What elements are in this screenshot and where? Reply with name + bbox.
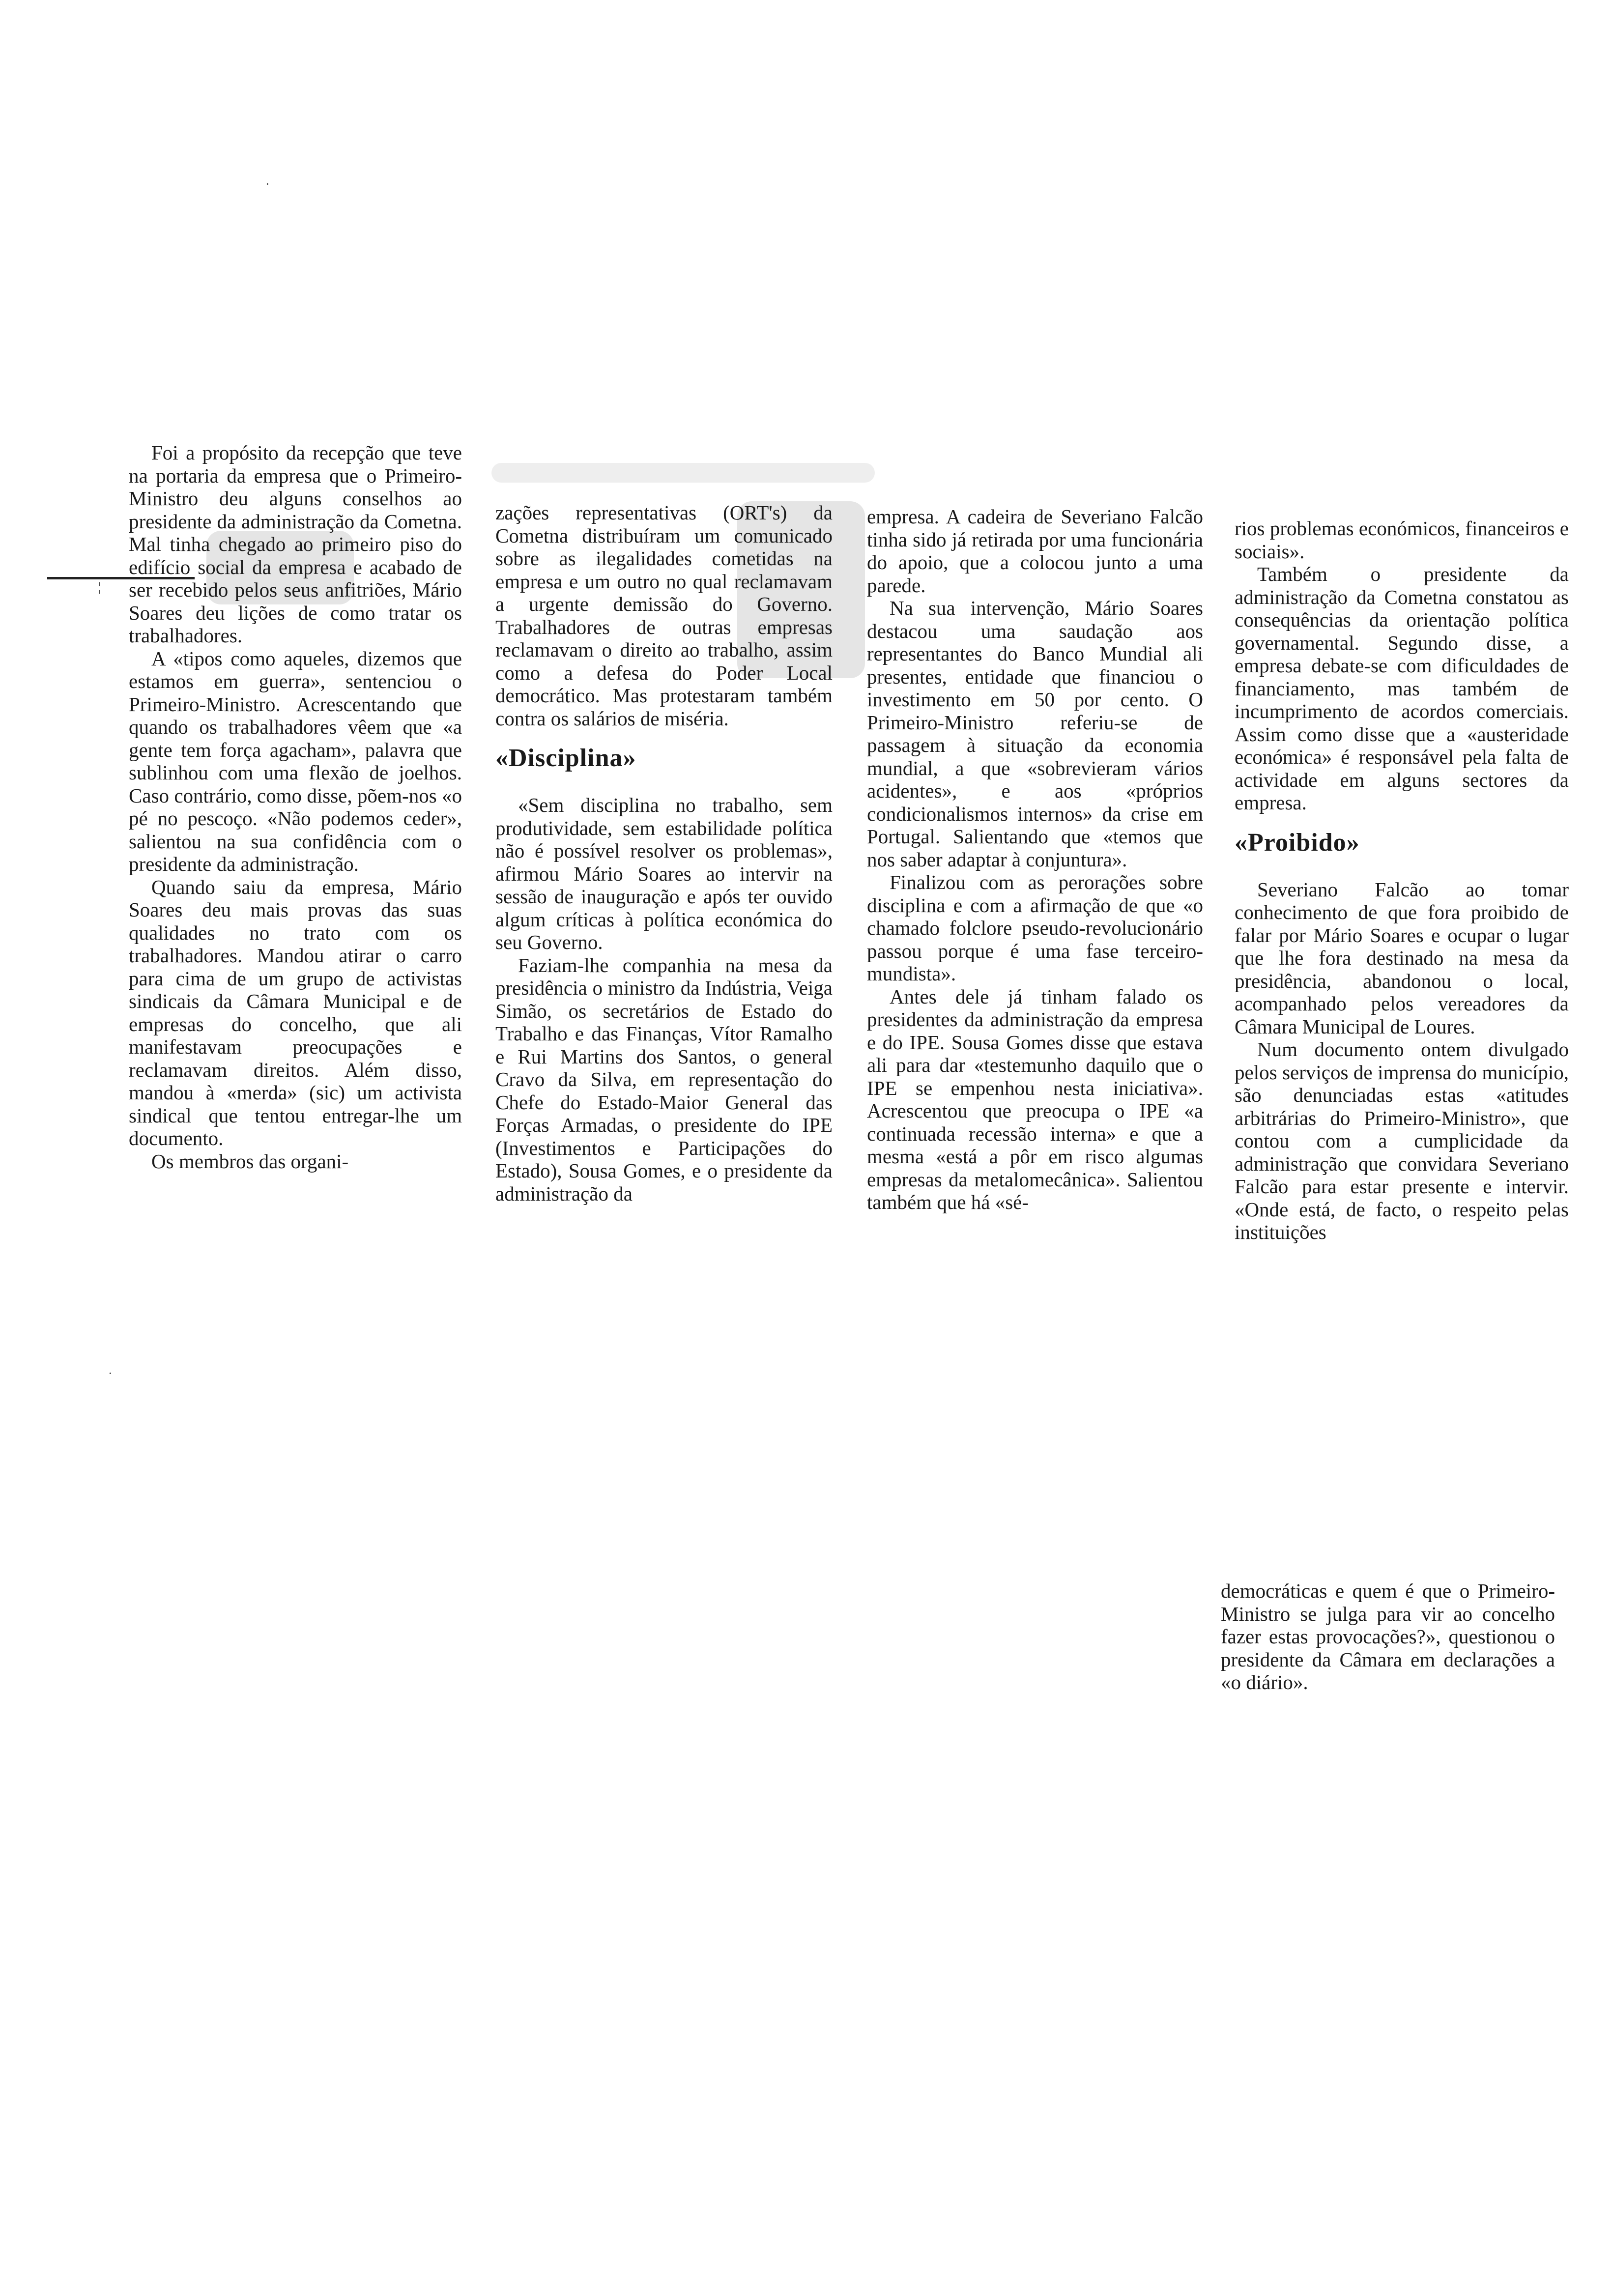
section-heading: «Disciplina» — [495, 744, 636, 772]
paragraph: Quando saiu da empresa, Mário Soares deu mais provas das suas qualidades no trato com os trabalhadores. Mandou atirar o carro para cima de um grupo de activistas sindicais da Câmara Municipal e de empresas do concelho, que ali manifestavam preocupações e reclamavam direitos. Além disso, mandou à «merda» (sic) um activista sindical que tentou entregar-lhe um documento. — [129, 875, 462, 1149]
article-column-2 — [495, 501, 833, 1205]
paragraph: Os membros das organi- — [151, 1149, 349, 1173]
paragraph: empresa. A cadeira de Severiano Falcão tinha sido já retirada por uma funcionária do apoio, que a colocou junto a uma parede. — [867, 505, 1203, 597]
paragraph: Também o presidente da administração da Cometna constatou as consequências da orientação política governamental. Segundo disse, a empresa debate-se com dificuldades de financiamento, mas também de incumprimento de acordos comerciais. Assim como disse que a «austeridade económica» é responsável pela falta de actividade em alguns sectores da empresa. — [1235, 563, 1569, 814]
paragraph: Faziam-lhe companhia na mesa da presidência o ministro da Indústria, Veiga Simão, os secretários de Estado do Trabalho e das Finanças, Vítor Ramalho e Rui Martins dos Santos, o general Cravo da Silva, em representação do Chefe do Estado-Maior General das Forças Armadas, o presidente do IPE (Investimentos e Participações do Estado), Sousa Gomes, e o presidente da administração da — [495, 953, 833, 1205]
article-column-3 — [867, 505, 1203, 1214]
paragraph: democráticas e quem é que o Primeiro-Ministro se julga para vir ao concelho fazer estas provocações?», questionou o presidente da Câmara em declarações a «o diário». — [1221, 1579, 1555, 1693]
paragraph: Antes dele já tinham falado os presidentes da administração da empresa e do IPE. Sousa Gomes disse que estava ali para dar «testemunho daquilo que o IPE se empenhou nesta iniciativa». Acrescentou que preocupa o IPE «a continuada recessão interna» e que a mesma «está a pôr em risco algumas empresas da metalomecânica». Salientou também que há «sé- — [867, 985, 1203, 1213]
paragraph: Finalizou com as perorações sobre disciplina e com a afirmação de que «o chamado folclore pseudo-revolucionário passou porque é uma fase terceiro-mundista». — [867, 871, 1203, 985]
article-column-4 — [1235, 517, 1569, 1244]
article-column-1 — [129, 441, 462, 1173]
ink-smudge — [491, 463, 875, 483]
speckle-mark: ¦ — [98, 580, 101, 594]
speckle-mark: · — [265, 177, 270, 191]
article-column-continuation — [1221, 1579, 1555, 1694]
speckle-mark: · — [108, 1366, 113, 1380]
section-heading: «Proibido» — [1235, 828, 1360, 857]
paragraph: Num documento ontem divulgado pelos serviços de imprensa do município, são denunciadas estas «atitudes arbitrárias do Primeiro-Ministro», que contou com a cumplicidade da administração que convidara Severiano Falcão para estar presente e intervir. «Onde está, de facto, o respeito pelas instituições — [1235, 1038, 1569, 1243]
paragraph: rios problemas económicos, financeiros e sociais». — [1235, 517, 1569, 563]
paragraph: zações representativas (ORT's) da Cometna distribuíram um comunicado sobre as ilegalidades cometidas na empresa e um outro no qual reclamavam a urgente demissão do Governo. Trabalhadores de outras empresas reclamavam o direito ao trabalho, assim como a defesa do Poder Local democrático. Mas protestaram também contra os salários de miséria. — [495, 501, 833, 730]
paragraph: Na sua intervenção, Mário Soares destacou uma saudação aos representantes do Banco Mundial ali presentes, entidade que financiou o investimento em 50 por cento. O Primeiro-Ministro referiu-se de passagem à situação da economia mundial, a que «sobrevieram vários acidentes», e aos «próprios condicionalismos internos» da crise em Portugal. Salientando que «temos que nos saber adaptar à conjuntura». — [867, 597, 1203, 871]
paragraph: A «tipos como aqueles, dizemos que estamos em guerra», sentenciou o Primeiro-Ministro. Acrescentando que quando os trabalhadores vêem que «a gente tem força agacham», palavra que sublinhou com uma flexão de joelhos. Caso contrário, como disse, põem-nos «o pé no pescoço. «Não podemos ceder», salientou na sua confidência com o presidente da administração. — [129, 647, 462, 875]
paragraph: Foi a propósito da recepção que teve na portaria da empresa que o Primeiro-Ministro deu alguns conselhos ao presidente da administração da Cometna. Mal tinha chegado ao primeiro piso do edifício social da empresa e acabado de ser recebido pelos seus anfitriões, Mário Soares deu lições de como tratar os trabalhadores. — [129, 441, 462, 647]
paragraph: «Sem disciplina no trabalho, sem produtividade, sem estabilidade política não é possível resolver os problemas», afirmou Mário Soares ao intervir na sessão de inauguração e após ter ouvido algum críticas à política económica do seu Governo. — [495, 794, 833, 953]
paragraph: Severiano Falcão ao tomar conhecimento de que fora proibido de falar por Mário Soares e ocupar o lugar que lhe fora destinado na mesa da presidência, abandonou o local, acompanhado pelos vereadores da Câmara Municipal de Loures. — [1235, 878, 1569, 1038]
